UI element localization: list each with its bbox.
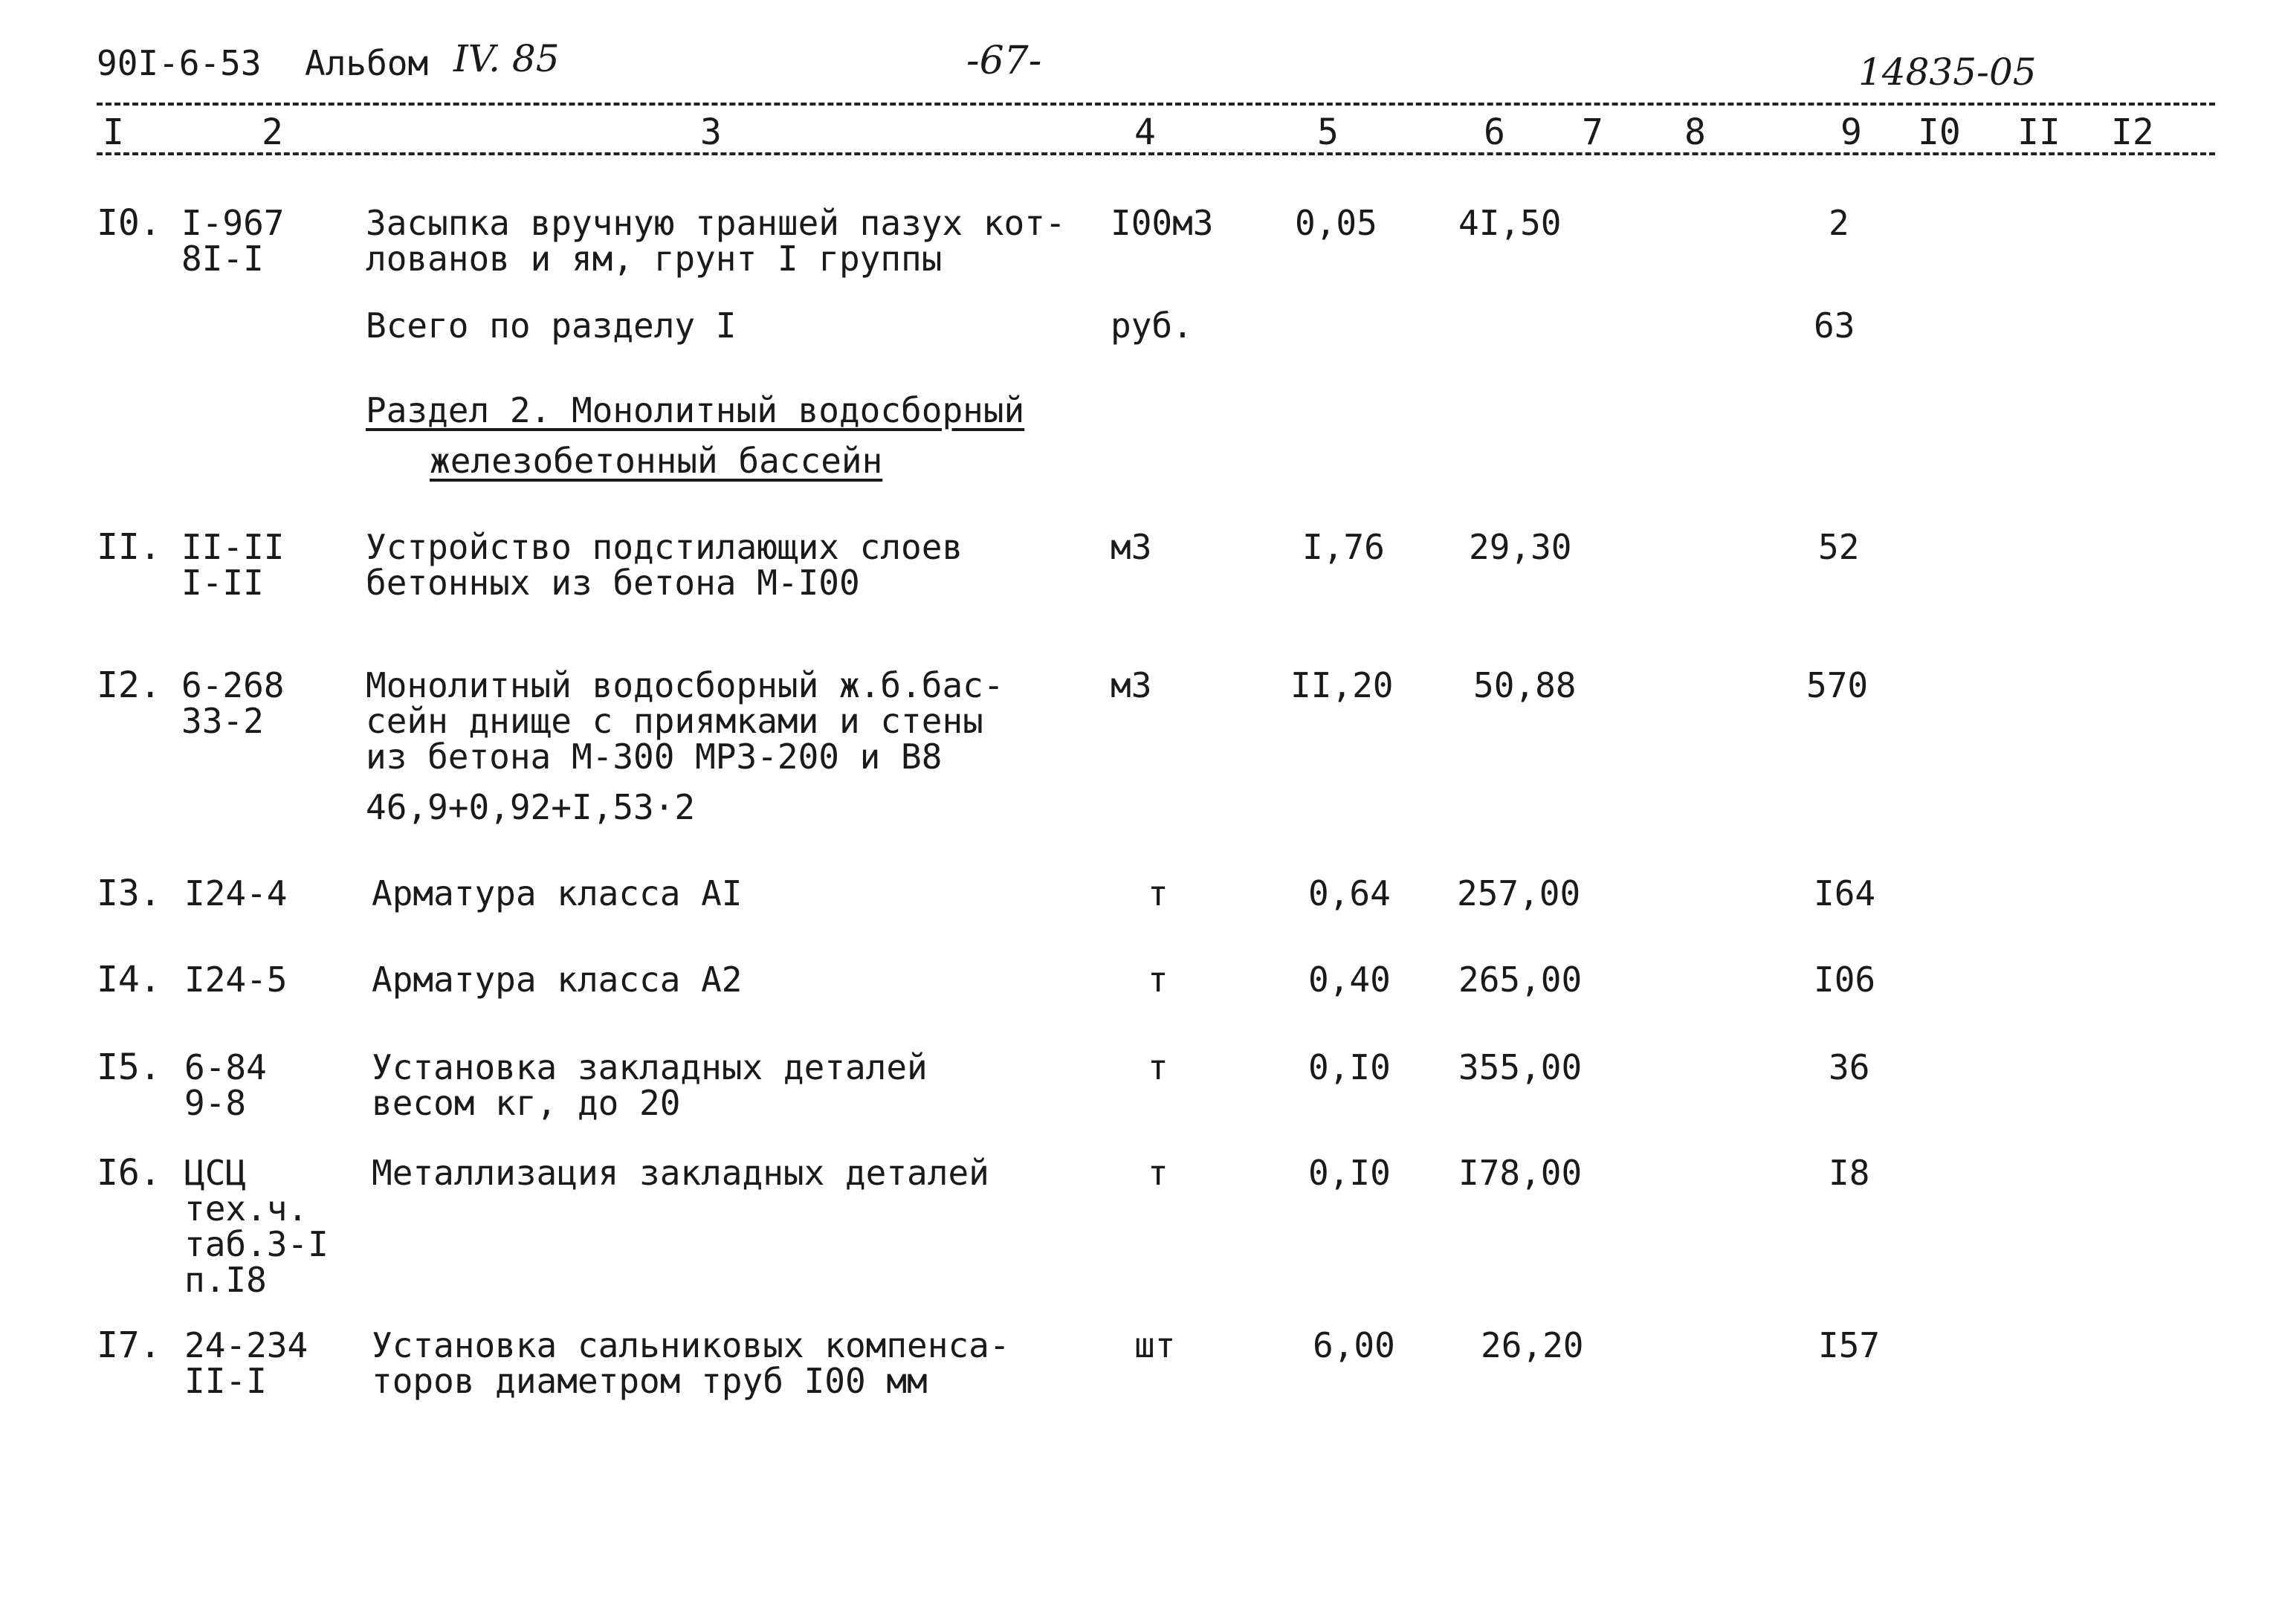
row-description (372, 1327, 1010, 1399)
row-number: I3. (97, 873, 161, 914)
row-code-line: тех.ч. (184, 1188, 308, 1229)
row-desc-line: Устройство подстилающих слоев (366, 527, 963, 567)
row-desc-line: Установка сальниковых компенса- (372, 1325, 1010, 1365)
row-unit: т (1148, 1047, 1169, 1087)
col-number-7: 7 (1582, 111, 1603, 153)
row-unit: т (1148, 873, 1169, 913)
row-desc-line: весом кг, до 20 (372, 1083, 681, 1123)
row-code (184, 1049, 267, 1121)
row-description (372, 1155, 989, 1191)
row-code-line: 6-268 (181, 665, 285, 705)
row-description (372, 873, 743, 913)
row-code-line: 6-84 (184, 1047, 267, 1087)
row-number: I7. (97, 1324, 161, 1366)
row-desc-line: из бетона М-300 МРЗ-200 и В8 (366, 737, 943, 777)
row-code-line: I-967 (181, 203, 285, 243)
row-desc-line: бетонных из бетона М-I00 (366, 563, 860, 603)
row-desc-line: Арматура класса АI (372, 873, 743, 913)
row-quantity: II,20 (1290, 665, 1394, 705)
row-total: 36 (1829, 1047, 1870, 1087)
row-code-line: I-II (181, 563, 264, 603)
row-quantity: 0,I0 (1308, 1153, 1391, 1193)
row-total: 570 (1806, 665, 1869, 705)
row-price: 257,00 (1457, 873, 1581, 913)
row-code-line: 33-2 (181, 701, 264, 741)
col-number-10: I0 (1918, 111, 1961, 153)
row-desc-line: Арматура класса А2 (372, 960, 743, 1000)
page-number: -67- (966, 39, 1042, 83)
row-description (372, 1049, 928, 1121)
row-number: I4. (97, 959, 161, 1000)
col-number-9: 9 (1840, 111, 1862, 153)
row-code (181, 203, 285, 279)
row-desc-line: торов диаметром труб I00 мм (372, 1361, 928, 1401)
row-description (366, 665, 1004, 777)
row-description (366, 203, 1066, 279)
row-code-line: I24-4 (184, 873, 288, 913)
row-desc-line: Монолитный водосборный ж.б.бас- (366, 665, 1004, 705)
row-description (372, 960, 743, 1000)
row-desc-line: сейн днище с приямками и стены (366, 701, 983, 741)
row-number: I0. (97, 202, 161, 244)
row-quantity: 0,05 (1295, 203, 1377, 243)
section-total-label (366, 305, 737, 346)
row-total: I8 (1829, 1153, 1870, 1193)
row-code-line: 24-234 (184, 1325, 308, 1365)
row-desc-line: Засыпка вручную траншей пазух кот- (366, 203, 1066, 243)
section-heading-line1: Раздел 2. Монолитный водосборный (366, 390, 1025, 430)
row-unit: т (1148, 960, 1169, 1000)
col-number-11: II (2017, 111, 2060, 153)
row-total: I64 (1814, 873, 1876, 913)
row-description (366, 529, 963, 601)
row-code-line: 8I-I (181, 239, 264, 279)
row-number: I5. (97, 1046, 161, 1088)
row-total: 2 (1829, 203, 1849, 243)
row-desc-line: Установка закладных деталей (372, 1047, 928, 1087)
row-code (181, 529, 284, 601)
album-handwritten: IV. 85 (453, 37, 560, 80)
row-price: 4I,50 (1458, 203, 1562, 243)
row-quantity: 0,I0 (1308, 1047, 1391, 1087)
doc-code: 90I-6-53 (97, 43, 262, 83)
row-code-line: ЦСЦ (184, 1153, 247, 1193)
row-quantity: 6,00 (1313, 1325, 1395, 1365)
row-code (184, 960, 288, 1000)
row-code-line: II-I (184, 1361, 267, 1401)
row-code-line: таб.3-I (184, 1224, 329, 1264)
row-desc-line: Всего по разделу I (366, 305, 737, 346)
row-desc-line: лованов и ям, грунт I группы (366, 239, 943, 279)
col-number-3: 3 (700, 111, 722, 153)
row-quantity: 0,40 (1308, 960, 1391, 1000)
row-code (184, 1327, 308, 1399)
row-total: 63 (1814, 305, 1855, 346)
row-code (184, 1155, 329, 1298)
row-desc-line: Металлизация закладных деталей (372, 1153, 989, 1193)
col-number-2: 2 (262, 111, 283, 153)
album-label: Альбом (305, 43, 429, 83)
doc-number-right: 14835-05 (1858, 51, 2037, 94)
row-price: 29,30 (1469, 527, 1572, 567)
row-unit: шт (1134, 1325, 1176, 1365)
row-total: 52 (1818, 527, 1860, 567)
row-unit: т (1148, 1153, 1169, 1193)
header-rule-top (97, 103, 2215, 106)
row-quantity: I,76 (1302, 527, 1385, 567)
header-rule-bottom (97, 152, 2215, 155)
row-unit: руб. (1111, 305, 1193, 346)
row-price: 50,88 (1473, 665, 1577, 705)
col-number-1: I (103, 111, 124, 153)
col-number-8: 8 (1684, 111, 1706, 153)
row-price: I78,00 (1458, 1153, 1583, 1193)
row-unit: I00м3 (1111, 203, 1214, 243)
row-total: I57 (1818, 1325, 1881, 1365)
row-code-line: II-II (181, 527, 285, 567)
row-number: II. (97, 526, 161, 568)
row-price: 26,20 (1481, 1325, 1584, 1365)
row-unit: м3 (1111, 527, 1152, 567)
col-number-6: 6 (1484, 111, 1505, 153)
row-code-line: 9-8 (184, 1083, 247, 1123)
row-formula: 46,9+0,92+I,53·2 (366, 787, 696, 827)
row-code-line: п.I8 (184, 1260, 267, 1300)
row-code (181, 667, 284, 739)
col-number-12: I2 (2111, 111, 2154, 153)
row-quantity: 0,64 (1308, 873, 1391, 913)
row-price: 355,00 (1458, 1047, 1583, 1087)
row-total: I06 (1814, 960, 1876, 1000)
row-price: 265,00 (1458, 960, 1583, 1000)
section-heading-line2: железобетонный бассейн (430, 441, 883, 481)
row-unit: м3 (1111, 665, 1152, 705)
row-number: I2. (97, 664, 161, 706)
row-code (184, 873, 288, 913)
row-code-line: I24-5 (184, 960, 288, 1000)
col-number-5: 5 (1317, 111, 1339, 153)
col-number-4: 4 (1134, 111, 1156, 153)
row-number: I6. (97, 1152, 161, 1194)
